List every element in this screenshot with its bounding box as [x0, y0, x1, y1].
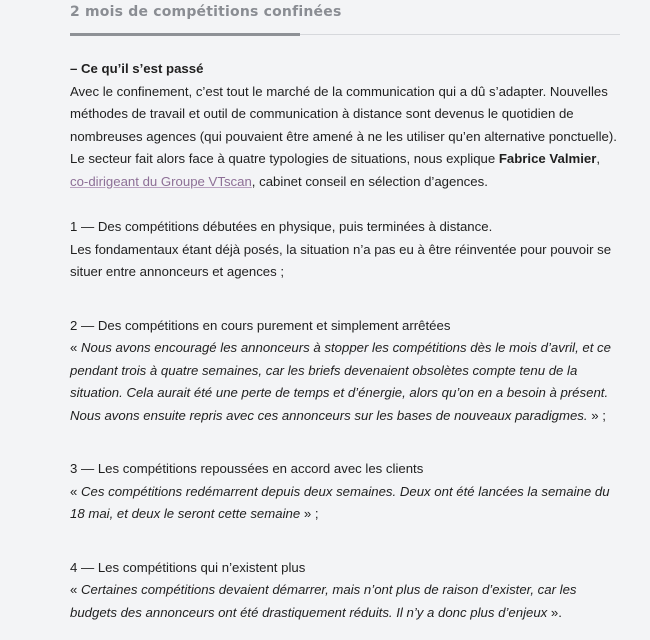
subhead: – Ce qu’il s’est passé — [70, 61, 204, 76]
situation-item-4 — [70, 557, 620, 625]
quote-close: » ; — [587, 407, 606, 423]
intro-person-name: Fabrice Valmier — [498, 151, 597, 166]
intro-paragraph — [70, 81, 620, 194]
quote-text: Ces compétitions redémarrent depuis deux semaines. Deux ont été lancées la semaine du 18 mai, et deux le seront cette semaine — [70, 483, 610, 521]
situation-item-3 — [70, 458, 620, 526]
quote-open: « — [70, 340, 81, 355]
article-body — [70, 58, 620, 624]
intro-text-after: , cabinet conseil en sélection d’agences. — [251, 173, 488, 189]
situation-heading: 1 — Des compétitions débutées en physique, puis terminées à distance. — [70, 219, 493, 234]
intro-text-before: Avec le confinement, c’est tout le marché de la communication qui a dû s’adapter. Nouvelles méthodes de travail et outil de communication à distance sont devenus le quotidien de nombreuses agences (qui pouvaient être amené à ne les utiliser qu’en alternative ponctuelle). Le secteur fait alors face à quatre typologies de situations, nous explique — [70, 83, 617, 166]
situation-quote — [70, 337, 620, 427]
situation-quote — [70, 579, 620, 624]
quote-close: » ; — [300, 506, 319, 521]
groupe-vtscan-link[interactable]: co-dirigeant du Groupe VTscan — [70, 173, 252, 189]
situation-item-1 — [70, 216, 620, 284]
quote-text: Nous avons encouragé les annonceurs à stopper les compétitions dès le mois d’avril, et ce pendant trois à quatre semaines, car les briefs devenaient obsolètes compte tenu de la situation. Cela aurait été une perte de temps et d’énergie, alors qu’on en a besoin à présent. Nous avons ensuite repris avec ces annonceurs sur les bases de nouveaux paradigmes. — [70, 340, 611, 423]
quote-close: ». — [547, 604, 562, 620]
situation-heading: 3 — Les compétitions repoussées en accord avec les clients — [70, 461, 424, 476]
quote-text: Certaines compétitions devaient démarrer, mais n’ont plus de raison d’exister, car les budgets des annonceurs ont été drastiquement réduits. Il n’y a donc plus d’enjeux — [70, 582, 577, 620]
section-title-underline — [70, 33, 300, 36]
situation-item-2 — [70, 315, 620, 428]
section-header — [70, 0, 620, 35]
section-title: 2 mois de compétitions confinées — [70, 4, 342, 20]
situation-body: Les fondamentaux étant déjà posés, la situation n’a pas eu à être réinventée pour pouvoir se situer entre annonceurs et agences ; — [70, 241, 612, 279]
quote-open: « — [70, 582, 81, 597]
situation-heading: 2 — Des compétitions en cours purement et simplement arrêtées — [70, 317, 451, 333]
intro-comma: , — [596, 151, 601, 166]
situation-heading: 4 — Les compétitions qui n’existent plus — [70, 559, 306, 575]
situation-quote — [70, 481, 620, 526]
quote-open: « — [70, 483, 81, 499]
